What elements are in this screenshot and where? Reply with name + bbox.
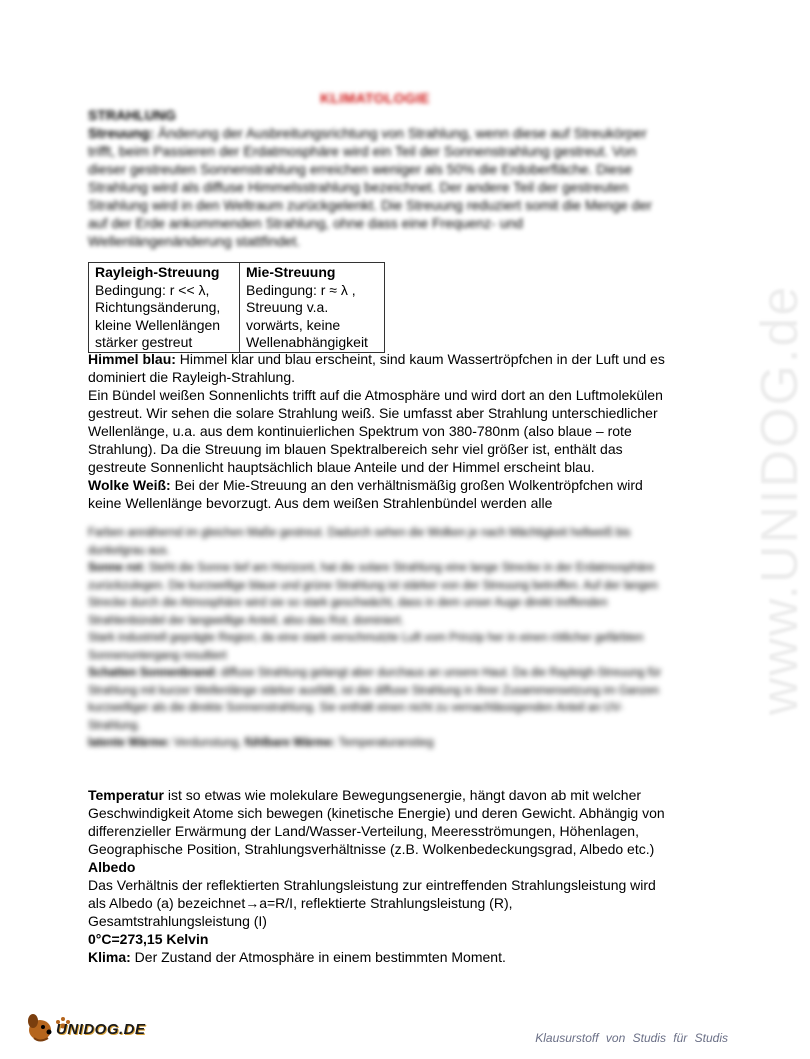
streuung-text: Änderung der Ausbreitungsrichtung von Strahlung, wenn diese auf Streukörper trifft, beim Passieren der Erdatmosphäre wird ein Teil der Sonnenstrahlung gestreut. Von dieser gestreuten Sonnenstrahlung erreichen weniger als 50% die Erdoberfläche. Diese Strahlung wird als diffuse Himmelsstrahlung bezeichnet. Der andere Teil der gestreuten Strahlung wird in den Weltraum zurückgelenkt. Die Streuung reduziert somit die Menge der auf der Erde ankommenden Strahlung, ohne dass eine Frequenz- und Wellenlängenänderung stattfindet. [88,125,652,249]
intro-section [88,106,668,250]
mie-header: Mie-Streuung [246,264,336,280]
mie-line: Streuung v.a. [246,299,329,315]
sonne-text: Steht die Sonne tief am Horizont, hat die solare Strahlung eine lange Strecke in der Erdatmosphäre zurückzulegen. Die kurzwellige blaue und grüne Strahlung ist stärker von der Streuung betroffen. Auf der langen Strecke durch die Atmosphäre wird sie so stark geschwächt, dass in dem unser Auge direkt treffenden Strahlenbündel der langwellige Anteil, also das Rot, dominiert. [88,562,659,627]
mie-line: Wellenabhängigkeit [246,334,368,350]
sonne-label: Sonne rot: [88,562,146,574]
schatten-label: Schatten Sonnenbrand: [88,667,218,679]
unidog-logo-text[interactable]: UNIDOG.DE [56,1021,146,1038]
mie-line: Bedingung: r ≈ λ , [246,281,356,298]
klima-text: Der Zustand der Atmosphäre in einem bestimmten Moment. [130,949,506,965]
wolke-label: Wolke Weiß: [88,477,171,493]
albedo-heading: Albedo [88,859,136,875]
waerme-paragraph [88,735,668,753]
footer-tagline: Klausurstoff von Studis für Studis [535,1031,728,1045]
streuung-label: Streuung: [88,125,155,141]
stark-paragraph: Stark industriell geprägte Region, da eine stark verschmutzte Luft vom Prinzip her in einen rötlicher gefärbten Sonnenuntergang resultiert [88,632,644,662]
document-title: KLIMATOLOGIE [320,90,430,106]
middle-section [88,350,668,512]
wolke-continuation: Farben annähernd im gleichen Maße gestreut. Dadurch sehen die Wolken je nach Mächtigkeit hellweiß bis dunkelgrau aus. [88,527,631,557]
rayleigh-line: stärker gestreut [95,334,193,350]
temperatur-label: Temperatur [88,787,164,803]
himmel-paragraph [88,350,668,386]
rayleigh-line: kleine Wellenlängen [95,316,221,333]
sonne-paragraph [88,560,668,630]
bottom-section [88,786,668,966]
fuehlbare-label: fühlbare Wärme: [244,737,336,749]
himmel-text: Himmel klar und blau erscheint, sind kaum Wassertröpfchen in der Luft und es dominiert die Rayleigh-Strahlung. [88,351,665,385]
section-heading: STRAHLUNG [88,107,176,123]
kelvin-line: 0°C=273,15 Kelvin [88,931,209,947]
klima-label: Klima: [88,949,131,965]
albedo-paragraph: Das Verhältnis der reflektierten Strahlungsleistung zur eintreffenden Strahlungsleistung wird als Albedo (a) bezeichnet→a=R/I, reflektierte Strahlungsleistung (R), Gesamtstrahlungsleistung (I) [88,877,656,929]
klima-paragraph [88,948,668,966]
scattering-table [88,262,385,353]
rayleigh-header: Rayleigh-Streuung [95,264,220,280]
rayleigh-cell [89,263,240,353]
fuehlbare-text: Temperaturanstieg [335,737,434,749]
wolke-text: Bei der Mie-Streuung an den verhältnismäßig großen Wolkentröpfchen wird keine Wellenlänge bevorzugt. Aus dem weißen Strahlenbündel werden alle [88,477,643,511]
blurred-section [88,525,668,753]
mie-cell [240,263,385,353]
buendel-paragraph: Ein Bündel weißen Sonnenlichts trifft auf die Atmosphäre und wird dort an den Luftmolekülen gestreut. Wir sehen die solare Strahlung weiß. Sie umfasst aber Strahlung unterschiedlicher Wellenlänge, u.a. aus dem kontinuierlichen Spektrum von 380-780nm (also blaue – rote Strahlung). Da die Streuung im blauen Spektralbereich sehr viel größer ist, enthält das gestreute Sonnenlicht hauptsächlich blaue Anteile und der Himmel erscheint blau. [88,387,663,475]
latente-text: Verdunstung, [170,737,245,749]
himmel-label: Himmel blau: [88,351,176,367]
wolke-paragraph [88,476,668,512]
mie-line: vorwärts, keine [246,316,341,333]
watermark-text: www.UNIDOG.de [751,284,809,716]
rayleigh-line: Richtungsänderung, [95,299,221,315]
rayleigh-line: Bedingung: r << λ, [95,281,210,298]
latente-label: latente Wärme: [88,737,171,749]
streuung-paragraph [88,124,668,250]
temperatur-paragraph [88,786,668,858]
temperatur-text: ist so etwas wie molekulare Bewegungsenergie, hängt davon ab mit welcher Geschwindigkeit Atome sich bewegen (kinetische Energie) und deren Gewicht. Abhängig von differenzieller Erwärmung der Land/Wasser-Verteilung, Meeresströmungen, Höhenlagen, Geographische Position, Strahlungsverhältnisse (z.B. Wolkenbedeckungsgrad, Albedo etc.) [88,787,665,857]
schatten-text: diffuse Strahlung gelangt aber durchaus an unsere Haut. Da die Rayleigh-Streuung für Strahlung mit kurzer Wellenlänge stärker ausfällt, ist die diffuse Strahlung in ihrer Zusammensetzung im Ganzen kurzwelliger als die direkte Sonnenstrahlung. Sie enthält einen nicht zu vernachlässigenden Anteil an UV-Strahlung. [88,667,662,732]
schatten-paragraph [88,665,668,735]
